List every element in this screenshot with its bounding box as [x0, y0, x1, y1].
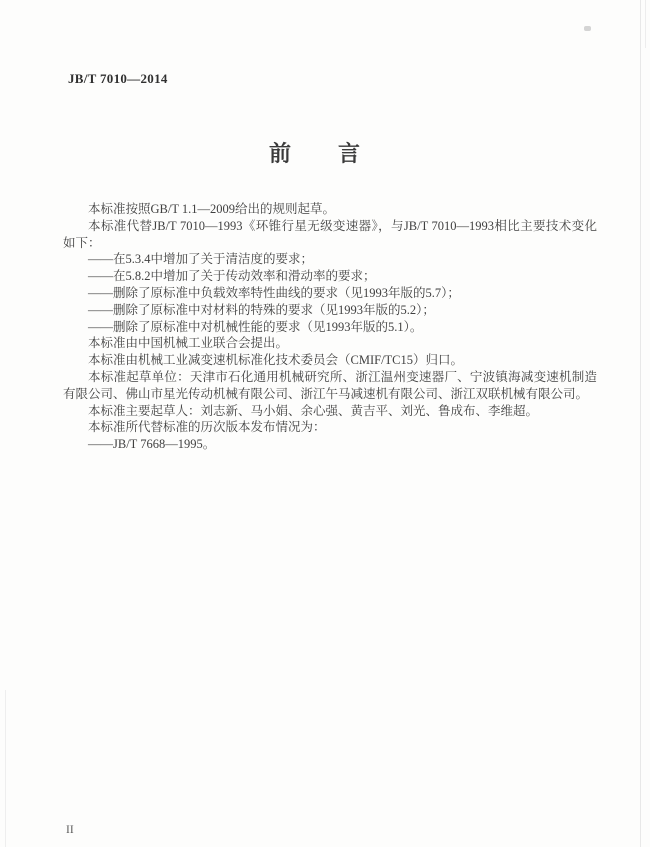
foreword-line: ——JB/T 7668—1995。 — [88, 437, 216, 452]
scan-edge-right-top — [645, 0, 646, 48]
foreword-line: 本标准起草单位：天津市石化通用机械研究所、浙江温州变速器厂、宁波镇海减变速机制造有限公司、佛山市星光传动机械有限公司、浙江午马减速机有限公司、浙江双联机械有限公司。 — [63, 369, 597, 401]
page-title: 前 言 — [268, 141, 361, 166]
foreword-line: 本标准按照GB/T 1.1—2009给出的规则起草。 — [88, 202, 335, 216]
standard-number: JB/T 7010—2014 — [68, 71, 168, 86]
foreword-body — [63, 201, 597, 453]
scan-edge-right — [640, 0, 641, 847]
foreword-line: ——删除了原标准中对机械性能的要求（见1993年版的5.1）。 — [88, 319, 423, 334]
scan-edge-left — [5, 690, 6, 847]
foreword-line: 本标准由中国机械工业联合会提出。 — [88, 336, 289, 351]
foreword-line: 本标准所代替标准的历次版本发布情况为： — [88, 420, 326, 435]
foreword-line: 本标准由机械工业减变速机标准化技术委员会（CMIF/TC15）归口。 — [88, 353, 464, 368]
scan-speck — [584, 26, 591, 31]
foreword-line: ——在5.3.4中增加了关于清洁度的要求； — [88, 252, 314, 267]
foreword-line: ——删除了原标准中负载效率特性曲线的要求（见1993年版的5.7）； — [88, 285, 460, 300]
foreword-line: 本标准代替JB/T 7010—1993《环锥行星无级变速器》，与JB/T 7010—1993相比主要技术变化如下： — [63, 218, 597, 250]
foreword-line: ——在5.8.2中增加了关于传动效率和滑动率的要求； — [88, 269, 376, 284]
foreword-line: ——删除了原标准中对材料的特殊的要求（见1993年版的5.2）； — [88, 302, 435, 317]
page-number: II — [66, 824, 74, 836]
foreword-line: 本标准主要起草人：刘志新、马小娟、余心强、黄吉平、刘光、鲁成布、李维超。 — [88, 403, 539, 418]
